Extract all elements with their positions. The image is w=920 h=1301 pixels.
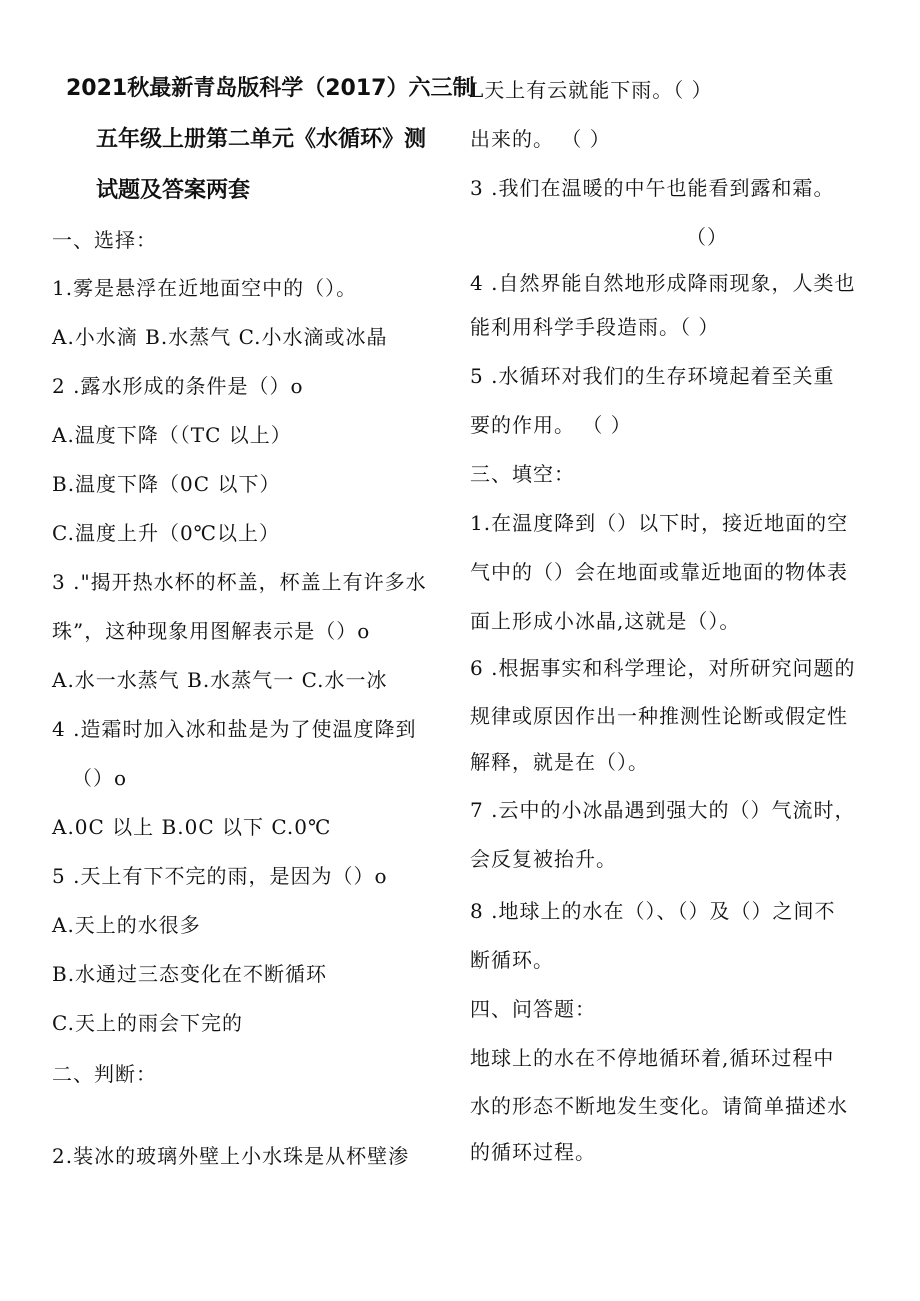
judge-3-line-1: 3 .我们在温暖的中午也能看到露和霜。	[470, 176, 835, 200]
question-2: 2 .露水形成的条件是（）o	[52, 374, 304, 398]
question-3-options: A.水一水蒸气 B.水蒸气一 C.水一冰	[52, 668, 388, 692]
section-fill-heading: 三、填空：	[470, 462, 575, 486]
judge-3-answer-blank: （）	[686, 225, 728, 249]
fill-6-line-3: 解释，就是在（）。	[470, 750, 649, 774]
question-1-options: A.小水滴 B.水蒸气 C.小水滴或冰晶	[52, 325, 388, 349]
question-5: 5 .天上有下不完的雨，是因为（）o	[52, 864, 388, 888]
question-5-option-a: A.天上的水很多	[52, 913, 201, 937]
section-judge-heading: 二、判断：	[52, 1062, 157, 1086]
fill-8-line-1: 8 .地球上的水在（）、（）及（）之间不	[470, 899, 836, 923]
judge-2-line-2: 出来的。 （ ）	[470, 127, 611, 151]
qa-line-3: 的循环过程。	[470, 1140, 596, 1164]
fill-6-line-1: 6 .根据事实和科学理论，对所研究问题的	[470, 656, 856, 680]
judge-1: L天上有云就能下雨。（ ）	[470, 78, 713, 102]
fill-1-line-1: 1.在温度降到（）以下时，接近地面的空	[470, 511, 849, 535]
section-qa-heading: 四、问答题：	[470, 997, 596, 1021]
fill-1-line-2: 气中的（）会在地面或靠近地面的物体表	[470, 560, 848, 584]
doc-title-line-3: 试题及答案两套	[96, 178, 251, 203]
judge-5-line-1: 5 .水循环对我们的生存环境起着至关重	[470, 364, 835, 388]
fill-7-line-2: 会反复被抬升。	[470, 847, 617, 871]
judge-5-line-2: 要的作用。 （ ）	[470, 413, 632, 437]
qa-line-1: 地球上的水在不停地循环着,循环过程中	[470, 1046, 835, 1070]
question-5-option-b: B.水通过三态变化在不断循环	[52, 962, 328, 986]
judge-4-line-2: 能利用科学手段造雨。（ ）	[470, 315, 720, 339]
judge-2-line-1: 2.装冰的玻璃外壁上小水珠是从杯壁渗	[52, 1144, 410, 1168]
question-4-options: A.0C 以上 B.0C 以下 C.0℃	[52, 815, 332, 839]
question-4-line-1: 4 .造霜时加入冰和盐是为了使温度降到	[52, 717, 417, 741]
question-3-line-2: 珠”，这种现象用图解表示是（）o	[52, 619, 371, 643]
question-2-option-c: C.温度上升（0℃以上）	[52, 521, 281, 545]
question-2-option-b: B.温度下降（0C 以下）	[52, 472, 281, 496]
doc-title-line-2: 五年级上册第二单元《水循环》测	[96, 127, 427, 152]
question-5-option-c: C.天上的雨会下完的	[52, 1011, 243, 1035]
judge-4-line-1: 4 .自然界能自然地形成降雨现象，人类也	[470, 271, 856, 295]
fill-6-line-2: 规律或原因作出一种推测性论断或假定性	[470, 704, 848, 728]
question-4-line-2: （）o	[72, 766, 128, 790]
fill-7-line-1: 7 .云中的小冰晶遇到强大的（）气流时，	[470, 798, 856, 822]
question-1: 1.雾是悬浮在近地面空中的（）。	[52, 276, 358, 300]
qa-line-2: 水的形态不断地发生变化。请简单描述水	[470, 1094, 848, 1118]
section-choice-heading: 一、选择：	[52, 228, 157, 252]
doc-title-line-1: 2021秋最新青岛版科学（2017）六三制	[66, 76, 475, 101]
fill-8-line-2: 断循环。	[470, 948, 554, 972]
question-2-option-a: A.温度下降（（TC 以上）	[52, 423, 292, 447]
fill-1-line-3: 面上形成小冰晶,这就是（）。	[470, 609, 741, 633]
question-3-line-1: 3 ."揭开热水杯的杯盖，杯盖上有许多水	[52, 570, 427, 594]
